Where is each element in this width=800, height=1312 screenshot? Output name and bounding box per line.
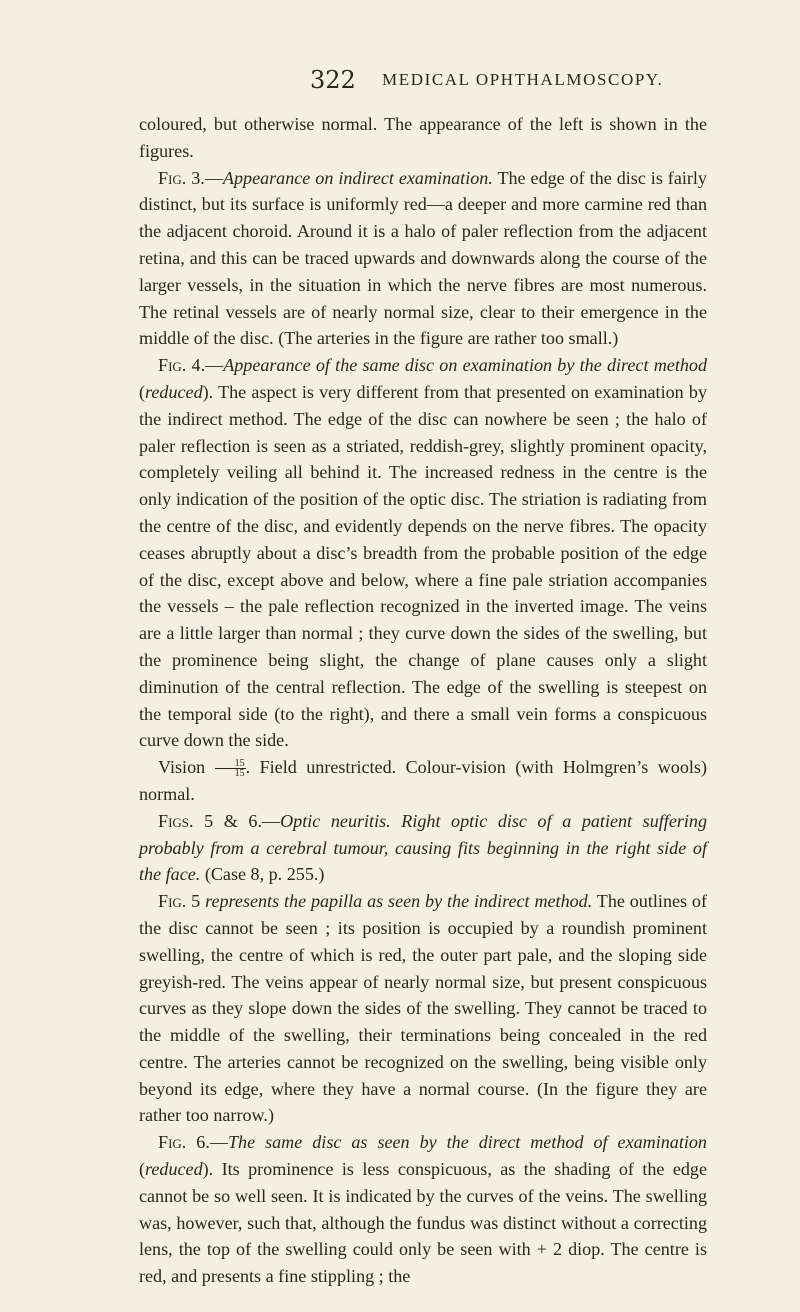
text-run: ). The aspect is very different from that presented on examination by the indirect method. The edge of the disc can nowhere be seen ; the halo of paler reflection is seen as a striated, reddish-grey, slightly prominent opacity, completely veiling all behind it. The increased redness in the centre is the only indication of the position of the optic disc. The striation is radiating from the centre of the disc, and evidently depends on the nerve fibres. The opacity ceases abruptly about a disc’s breadth from the probable position of the edge of the disc, except above and below, where a fine pale striation accompanies the vessels – the pale reflection recognized in the inverted image. The veins are a little larger than normal ; they curve down the sides of the swelling, but the prominence being slight, the change of plane causes only a slight diminution of the central reflection. The edge of the swelling is steepest on the temporal side (to the right), and there a small vein forms a conspicuous curve down the side. <box>139 381 707 751</box>
italic-text: represents the papilla as seen by the indirect method. <box>205 891 593 912</box>
paragraph <box>139 1129 707 1290</box>
text-run: coloured, but otherwise normal. The appearance of the left is shown in the figures. <box>139 114 707 161</box>
italic-text: The same disc as seen by the direct method of examination <box>227 1132 707 1153</box>
italic-text: reduced <box>145 381 203 402</box>
text-run: The edge of the disc is fairly distinct, but its surface is uniformly red—a deeper and more carmine red than the adjacent choroid. Around it is a halo of paler reflection from the adjacent retina, and this can be traced upwards and downwards along the course of the larger vessels, in the situation in which the nerve fibres are most numerous. The retinal vessels are of nearly normal size, clear to their emergence in the middle of the disc. (The arteries in the figure are rather too small.) <box>139 167 707 349</box>
paragraph <box>139 808 707 888</box>
italic-text: Appearance of the same disc on examination by the direct method <box>223 355 707 376</box>
paragraph <box>139 888 707 1129</box>
text-run: — <box>209 1132 228 1153</box>
text-run: — <box>261 810 281 831</box>
page-number: 322 <box>310 66 356 94</box>
text-run: ( <box>139 381 146 402</box>
body-text <box>139 111 707 1290</box>
figure-reference: Fig. 5 <box>158 891 201 912</box>
figure-reference: Figs. 5 & 6. <box>158 810 262 831</box>
page-header <box>0 66 800 96</box>
figure-reference: Fig. 4. <box>158 355 206 376</box>
text-run: Vision <box>158 757 215 778</box>
fraction-numerator: 15 <box>215 759 246 769</box>
paragraph <box>139 111 707 165</box>
fraction <box>215 759 246 778</box>
text-run: ). Its prominence is less conspicuous, as the shading of the edge cannot be so well seen. It is indicated by the curves of the veins. The swelling was, however, such that, although the fundus was distinct without a correcting lens, the top of the swelling could only be seen with + 2 diop. The centre is red, and presents a fine stippling ; the <box>139 1159 707 1287</box>
text-run: — <box>204 167 223 188</box>
italic-text: reduced <box>145 1159 203 1180</box>
text-run: (Case 8, p. 255.) <box>200 864 325 885</box>
fraction-denominator: 15 <box>234 768 245 780</box>
paragraph <box>139 754 707 808</box>
text-run: . Field unrestricted. Colour-vision (with Holmgren’s wools) normal. <box>139 757 707 804</box>
figure-reference: Fig. 6. <box>158 1132 210 1153</box>
running-title: MEDICAL OPHTHALMOSCOPY. <box>382 70 664 89</box>
paragraph <box>139 352 707 754</box>
italic-text: Right optic disc of a patient suffering probably from a cerebral tumour, causing fits beginning in the right side of the face. <box>139 810 708 885</box>
text-run: The outlines of the disc cannot be seen ; its position is occupied by a roundish prominent swelling, the centre of which is red, the outer part pale, and the sloping side greyish-red. The veins appear of nearly normal size, but present conspicuous curves as they slope down the sides of the swelling. They cannot be traced to the middle of the swelling, their terminations being concealed in the red centre. The arteries cannot be recognized on the swelling, being visible only beyond its edge, where they have a normal course. (In the figure they are rather too narrow.) <box>139 891 707 1126</box>
text-run: — <box>205 355 224 376</box>
italic-text: Optic neuritis. <box>280 810 402 831</box>
paragraph <box>139 165 707 353</box>
figure-reference: Fig. 3. <box>158 167 205 188</box>
text-run: ( <box>139 1159 146 1180</box>
italic-text: Appearance on indirect examination. <box>222 167 493 188</box>
